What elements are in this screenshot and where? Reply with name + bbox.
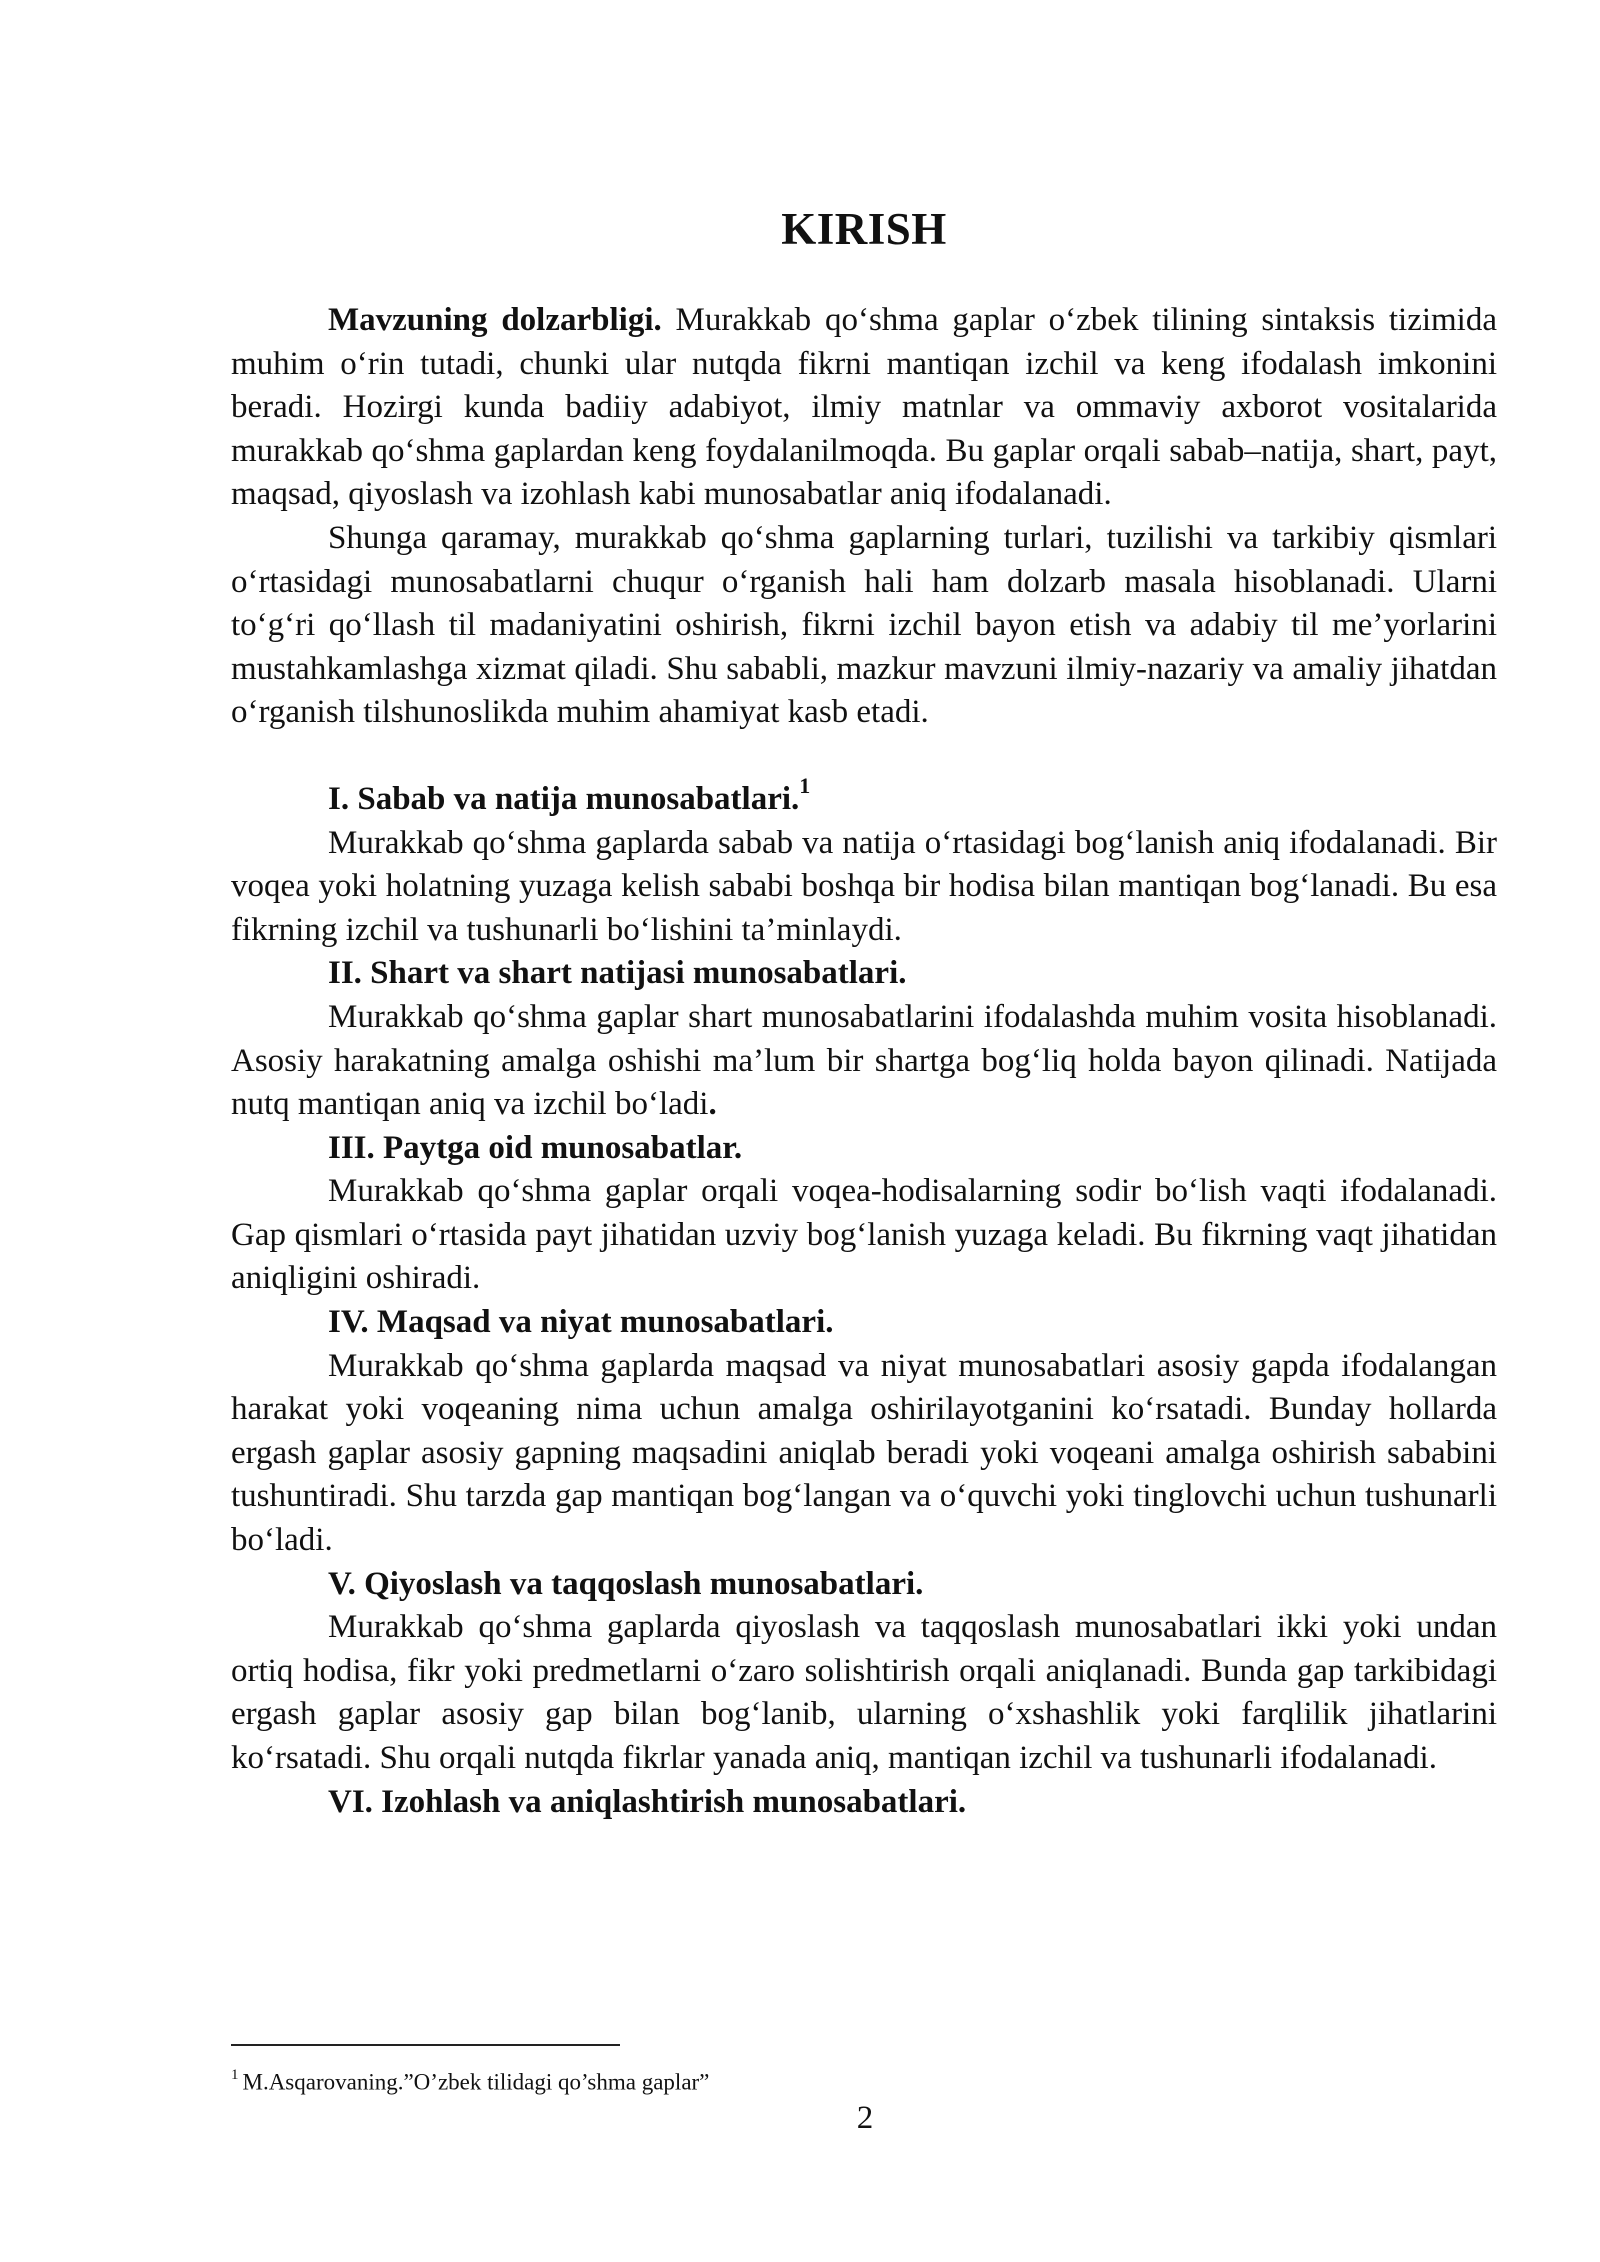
intro-lead: Mavzuning dolzarbligi. bbox=[328, 302, 662, 338]
section-text-4: Murakkab qo‘shma gaplarda maqsad va niyat munosabatlari asosiy gapda ifodalangan harakat yoki voqeaning nima uchun amalga oshirilayotganini ko‘rsatadi. Bunday hollarda ergash gaplar asosiy gapning maqsadini aniqlab beradi yoki voqeani amalga oshirish sababini tushuntiradi. Shu tarzda gap mantiqan bog‘langan va o‘quvchi yoki tinglovchi uchun tushunarli bo‘ladi. bbox=[231, 1347, 1497, 1559]
section-heading-1-text: I. Sabab va natija munosabatlari. bbox=[328, 780, 800, 817]
section-text-1: Murakkab qo‘shma gaplarda sabab va natija o‘rtasidagi bog‘lanish aniq ifodalanadi. Bir voqea yoki holatning yuzaga kelish sababi boshqa bir hodisa bilan mantiqan bog‘lanadi. Bu esa fikrning izchil va tushunarli bo‘lishini ta’minlaydi. bbox=[231, 824, 1497, 948]
section-heading-1 bbox=[231, 772, 1497, 822]
footnote-divider bbox=[231, 2044, 620, 2046]
section-text-3: Murakkab qo‘shma gaplar orqali voqea-hodisalarning sodir bo‘lish vaqti ifodalanadi. Gap qismlari o‘rtasida payt jihatidan uzviy bog‘lanish yuzaga keladi. Bu fikrning vaqt jihatidan aniqligini oshiradi. bbox=[231, 1173, 1497, 1297]
page-title: KIRISH bbox=[781, 204, 947, 254]
section-text-2-end: . bbox=[708, 1086, 717, 1123]
page-content bbox=[231, 196, 1497, 1824]
section-heading-6: VI. Izohlash va aniqlashtirish munosabatlari. bbox=[328, 1783, 967, 1820]
footnote-mark: 1 bbox=[231, 2067, 239, 2083]
intro-text-1: Murakkab qo‘shma gaplar o‘zbek tilining sintaksis tizimida muhim o‘rin tutadi, chunki ular nutqda fikrni mantiqan izchil va keng ifodalash imkonini beradi. Hozirgi kunda badiiy adabiyot, ilmiy matnlar va ommaviy axborot vositalarida murakkab qo‘shma gaplardan keng foydalanilmoqda. Bu gaplar orqali sabab–natija, shart, payt, maqsad, qiyoslash va izohlash kabi munosabatlar aniq ifodalanadi. bbox=[231, 302, 1497, 513]
section-heading-2: II. Shart va shart natijasi munosabatlari. bbox=[328, 955, 907, 992]
intro-paragraph-1 bbox=[231, 299, 1497, 517]
footnote bbox=[231, 2062, 709, 2098]
footnote-text: M.Asqarovaning.”O’zbek tilidagi qo’shma gaplar” bbox=[242, 2069, 710, 2095]
section-heading-3: III. Paytga oid munosabatlar. bbox=[328, 1129, 743, 1166]
section-text-2-body: Murakkab qo‘shma gaplar shart munosabatlarini ifodalashda muhim vosita hisoblanadi. Asosiy harakatning amalga oshishi ma’lum bir shartga bog‘liq holda bayon qilinadi. Natijada nutq mantiqan aniq va izchil bo‘ladi bbox=[231, 998, 1497, 1123]
section-text-5: Murakkab qo‘shma gaplarda qiyoslash va taqqoslash munosabatlari ikki yoki undan ortiq hodisa, fikr yoki predmetlarni o‘zaro solishtirish orqali aniqlanadi. Bunda gap tarkibidagi ergash gaplar asosiy gap bilan bog‘lanib, ularning o‘xshashlik yoki farqlilik jihatlarini ko‘rsatadi. Shu orqali nutqda fikrlar yanada aniq, mantiqan izchil va tushunarli ifodalanadi. bbox=[231, 1609, 1497, 1776]
intro-paragraph-2: Shunga qaramay, murakkab qo‘shma gaplarning turlari, tuzilishi va tarkibiy qismlari o‘rtasidagi munosabatlarni chuqur o‘rganish hali ham dolzarb masala hisoblanadi. Ularni to‘g‘ri qo‘llash til madaniyatini oshirish, fikrni izchil bayon etish va adabiy til me’yorlarini mustahkamlashga xizmat qiladi. Shu sababli, mazkur mavzuni ilmiy-nazariy va amaliy jihatdan o‘rganish tilshunoslikda muhim ahamiyat kasb etadi. bbox=[231, 519, 1497, 731]
footnote-reference: 1 bbox=[799, 772, 811, 798]
section-heading-5: V. Qiyoslash va taqqoslash munosabatlari. bbox=[328, 1565, 924, 1602]
section-heading-4: IV. Maqsad va niyat munosabatlari. bbox=[328, 1304, 834, 1341]
section-text-2 bbox=[231, 996, 1497, 1127]
page-number: 2 bbox=[856, 2100, 874, 2136]
